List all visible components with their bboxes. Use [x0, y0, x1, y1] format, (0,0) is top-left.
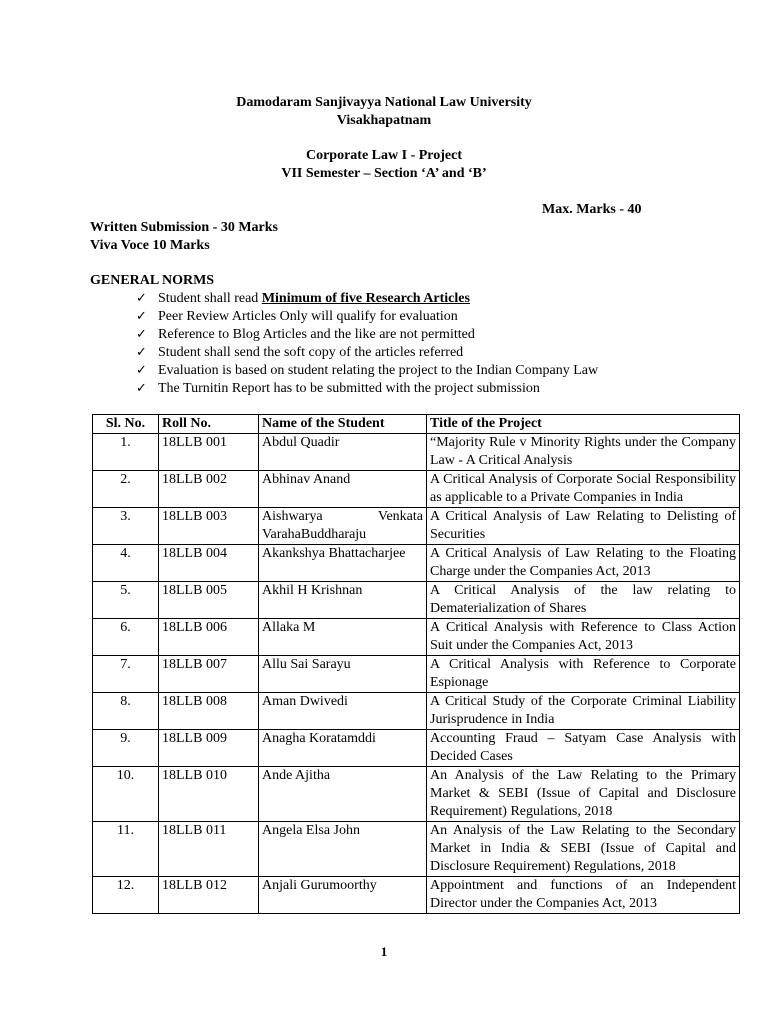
sl-no-cell: 10.	[93, 767, 159, 822]
sl-no-cell: 6.	[93, 619, 159, 656]
check-icon: ✓	[136, 327, 147, 342]
student-name-cell: Anagha Koratamddi	[259, 730, 427, 767]
table-row	[93, 693, 740, 730]
roll-no-cell: 18LLB 012	[159, 877, 259, 914]
roll-no-cell: 18LLB 010	[159, 767, 259, 822]
sl-no-cell: 7.	[93, 656, 159, 693]
column-header-roll-no: Roll No.	[159, 415, 259, 434]
table-row	[93, 730, 740, 767]
semester-section: VII Semester – Section ‘A’ and ‘B’	[281, 166, 487, 181]
norm-item	[136, 326, 598, 344]
norm-item-text: Evaluation is based on student relating the project to the Indian Company Law	[158, 363, 599, 378]
table-row	[93, 508, 740, 545]
norm-item	[136, 344, 598, 362]
page-number: 1	[380, 944, 388, 959]
sl-no-cell: 2.	[93, 471, 159, 508]
max-marks: Max. Marks - 40	[542, 202, 642, 217]
norm-item	[136, 290, 598, 308]
general-norms-list	[136, 290, 598, 398]
student-name-cell: Allaka M	[259, 619, 427, 656]
general-norms-heading: GENERAL NORMS	[90, 273, 215, 288]
roll-no-cell: 18LLB 007	[159, 656, 259, 693]
sl-no-cell: 8.	[93, 693, 159, 730]
table-row	[93, 822, 740, 877]
norm-item-text: Student shall send the soft copy of the articles referred	[158, 345, 464, 360]
viva-voce-marks: Viva Voce 10 Marks	[90, 238, 210, 253]
university-name: Damodaram Sanjivayya National Law University	[236, 95, 532, 110]
norm-item	[136, 380, 598, 398]
project-title-cell: “Majority Rule v Minority Rights under the Company Law - A Critical Analysis	[427, 434, 740, 471]
norm-emphasis: Minimum of five Research Articles	[261, 291, 470, 306]
student-name-cell: Aman Dwivedi	[259, 693, 427, 730]
check-icon: ✓	[136, 381, 147, 396]
sl-no-cell: 4.	[93, 545, 159, 582]
sl-no-cell: 3.	[93, 508, 159, 545]
project-title-cell: Appointment and functions of an Independent Director under the Companies Act, 2013	[427, 877, 740, 914]
column-header-sl-no: Sl. No.	[93, 415, 159, 434]
project-allocation-table	[92, 414, 740, 914]
student-name-cell: Abhinav Anand	[259, 471, 427, 508]
student-name-cell: Akankshya Bhattacharjee	[259, 545, 427, 582]
project-title-cell: A Critical Analysis with Reference to Class Action Suit under the Companies Act, 2013	[427, 619, 740, 656]
student-name-cell: Akhil H Krishnan	[259, 582, 427, 619]
table-row	[93, 471, 740, 508]
table-header-row	[93, 415, 740, 434]
roll-no-cell: 18LLB 006	[159, 619, 259, 656]
norm-item-text: Student shall read	[158, 291, 262, 306]
norm-item	[136, 308, 598, 326]
project-title-cell: A Critical Analysis of Law Relating to Delisting of Securities	[427, 508, 740, 545]
check-icon: ✓	[136, 291, 147, 306]
sl-no-cell: 11.	[93, 822, 159, 877]
project-title-cell: A Critical Analysis of Corporate Social Responsibility as applicable to a Private Companies in India	[427, 471, 740, 508]
table-row	[93, 582, 740, 619]
project-title-cell: An Analysis of the Law Relating to the Primary Market & SEBI (Issue of Capital and Disclosure Requirement) Regulations, 2018	[427, 767, 740, 822]
norm-item-text: Reference to Blog Articles and the like are not permitted	[158, 327, 475, 342]
project-title-cell: An Analysis of the Law Relating to the Secondary Market in India & SEBI (Issue of Capital and Disclosure Requirement) Regulations, 2018	[427, 822, 740, 877]
roll-no-cell: 18LLB 011	[159, 822, 259, 877]
norm-item-text: The Turnitin Report has to be submitted with the project submission	[158, 381, 540, 396]
city-name: Visakhapatnam	[336, 113, 432, 128]
roll-no-cell: 18LLB 004	[159, 545, 259, 582]
project-title-cell: A Critical Study of the Corporate Criminal Liability Jurisprudence in India	[427, 693, 740, 730]
check-icon: ✓	[136, 309, 147, 324]
student-name-cell: Ande Ajitha	[259, 767, 427, 822]
norm-item	[136, 362, 598, 380]
roll-no-cell: 18LLB 005	[159, 582, 259, 619]
sl-no-cell: 5.	[93, 582, 159, 619]
roll-no-cell: 18LLB 002	[159, 471, 259, 508]
student-name-cell: Anjali Gurumoorthy	[259, 877, 427, 914]
project-title-cell: A Critical Analysis of the law relating to Dematerialization of Shares	[427, 582, 740, 619]
column-header-project-title: Title of the Project	[427, 415, 740, 434]
table-row	[93, 656, 740, 693]
roll-no-cell: 18LLB 001	[159, 434, 259, 471]
roll-no-cell: 18LLB 008	[159, 693, 259, 730]
course-title: Corporate Law I - Project	[305, 148, 463, 163]
project-title-cell: A Critical Analysis of Law Relating to the Floating Charge under the Companies Act, 2013	[427, 545, 740, 582]
written-submission-marks: Written Submission - 30 Marks	[90, 220, 278, 235]
student-name-cell: Angela Elsa John	[259, 822, 427, 877]
sl-no-cell: 9.	[93, 730, 159, 767]
student-name-cell: Aishwarya Venkata VarahaBuddharaju	[259, 508, 427, 545]
table-row	[93, 434, 740, 471]
project-title-cell: Accounting Fraud – Satyam Case Analysis with Decided Cases	[427, 730, 740, 767]
student-name-cell: Allu Sai Sarayu	[259, 656, 427, 693]
column-header-student-name: Name of the Student	[259, 415, 427, 434]
sl-no-cell: 12.	[93, 877, 159, 914]
roll-no-cell: 18LLB 009	[159, 730, 259, 767]
norm-item-text: Peer Review Articles Only will qualify for evaluation	[158, 309, 458, 324]
student-name-cell: Abdul Quadir	[259, 434, 427, 471]
table-row	[93, 545, 740, 582]
sl-no-cell: 1.	[93, 434, 159, 471]
table-row	[93, 877, 740, 914]
check-icon: ✓	[136, 363, 147, 378]
table-row	[93, 767, 740, 822]
table-row	[93, 619, 740, 656]
roll-no-cell: 18LLB 003	[159, 508, 259, 545]
check-icon: ✓	[136, 345, 147, 360]
project-title-cell: A Critical Analysis with Reference to Corporate Espionage	[427, 656, 740, 693]
